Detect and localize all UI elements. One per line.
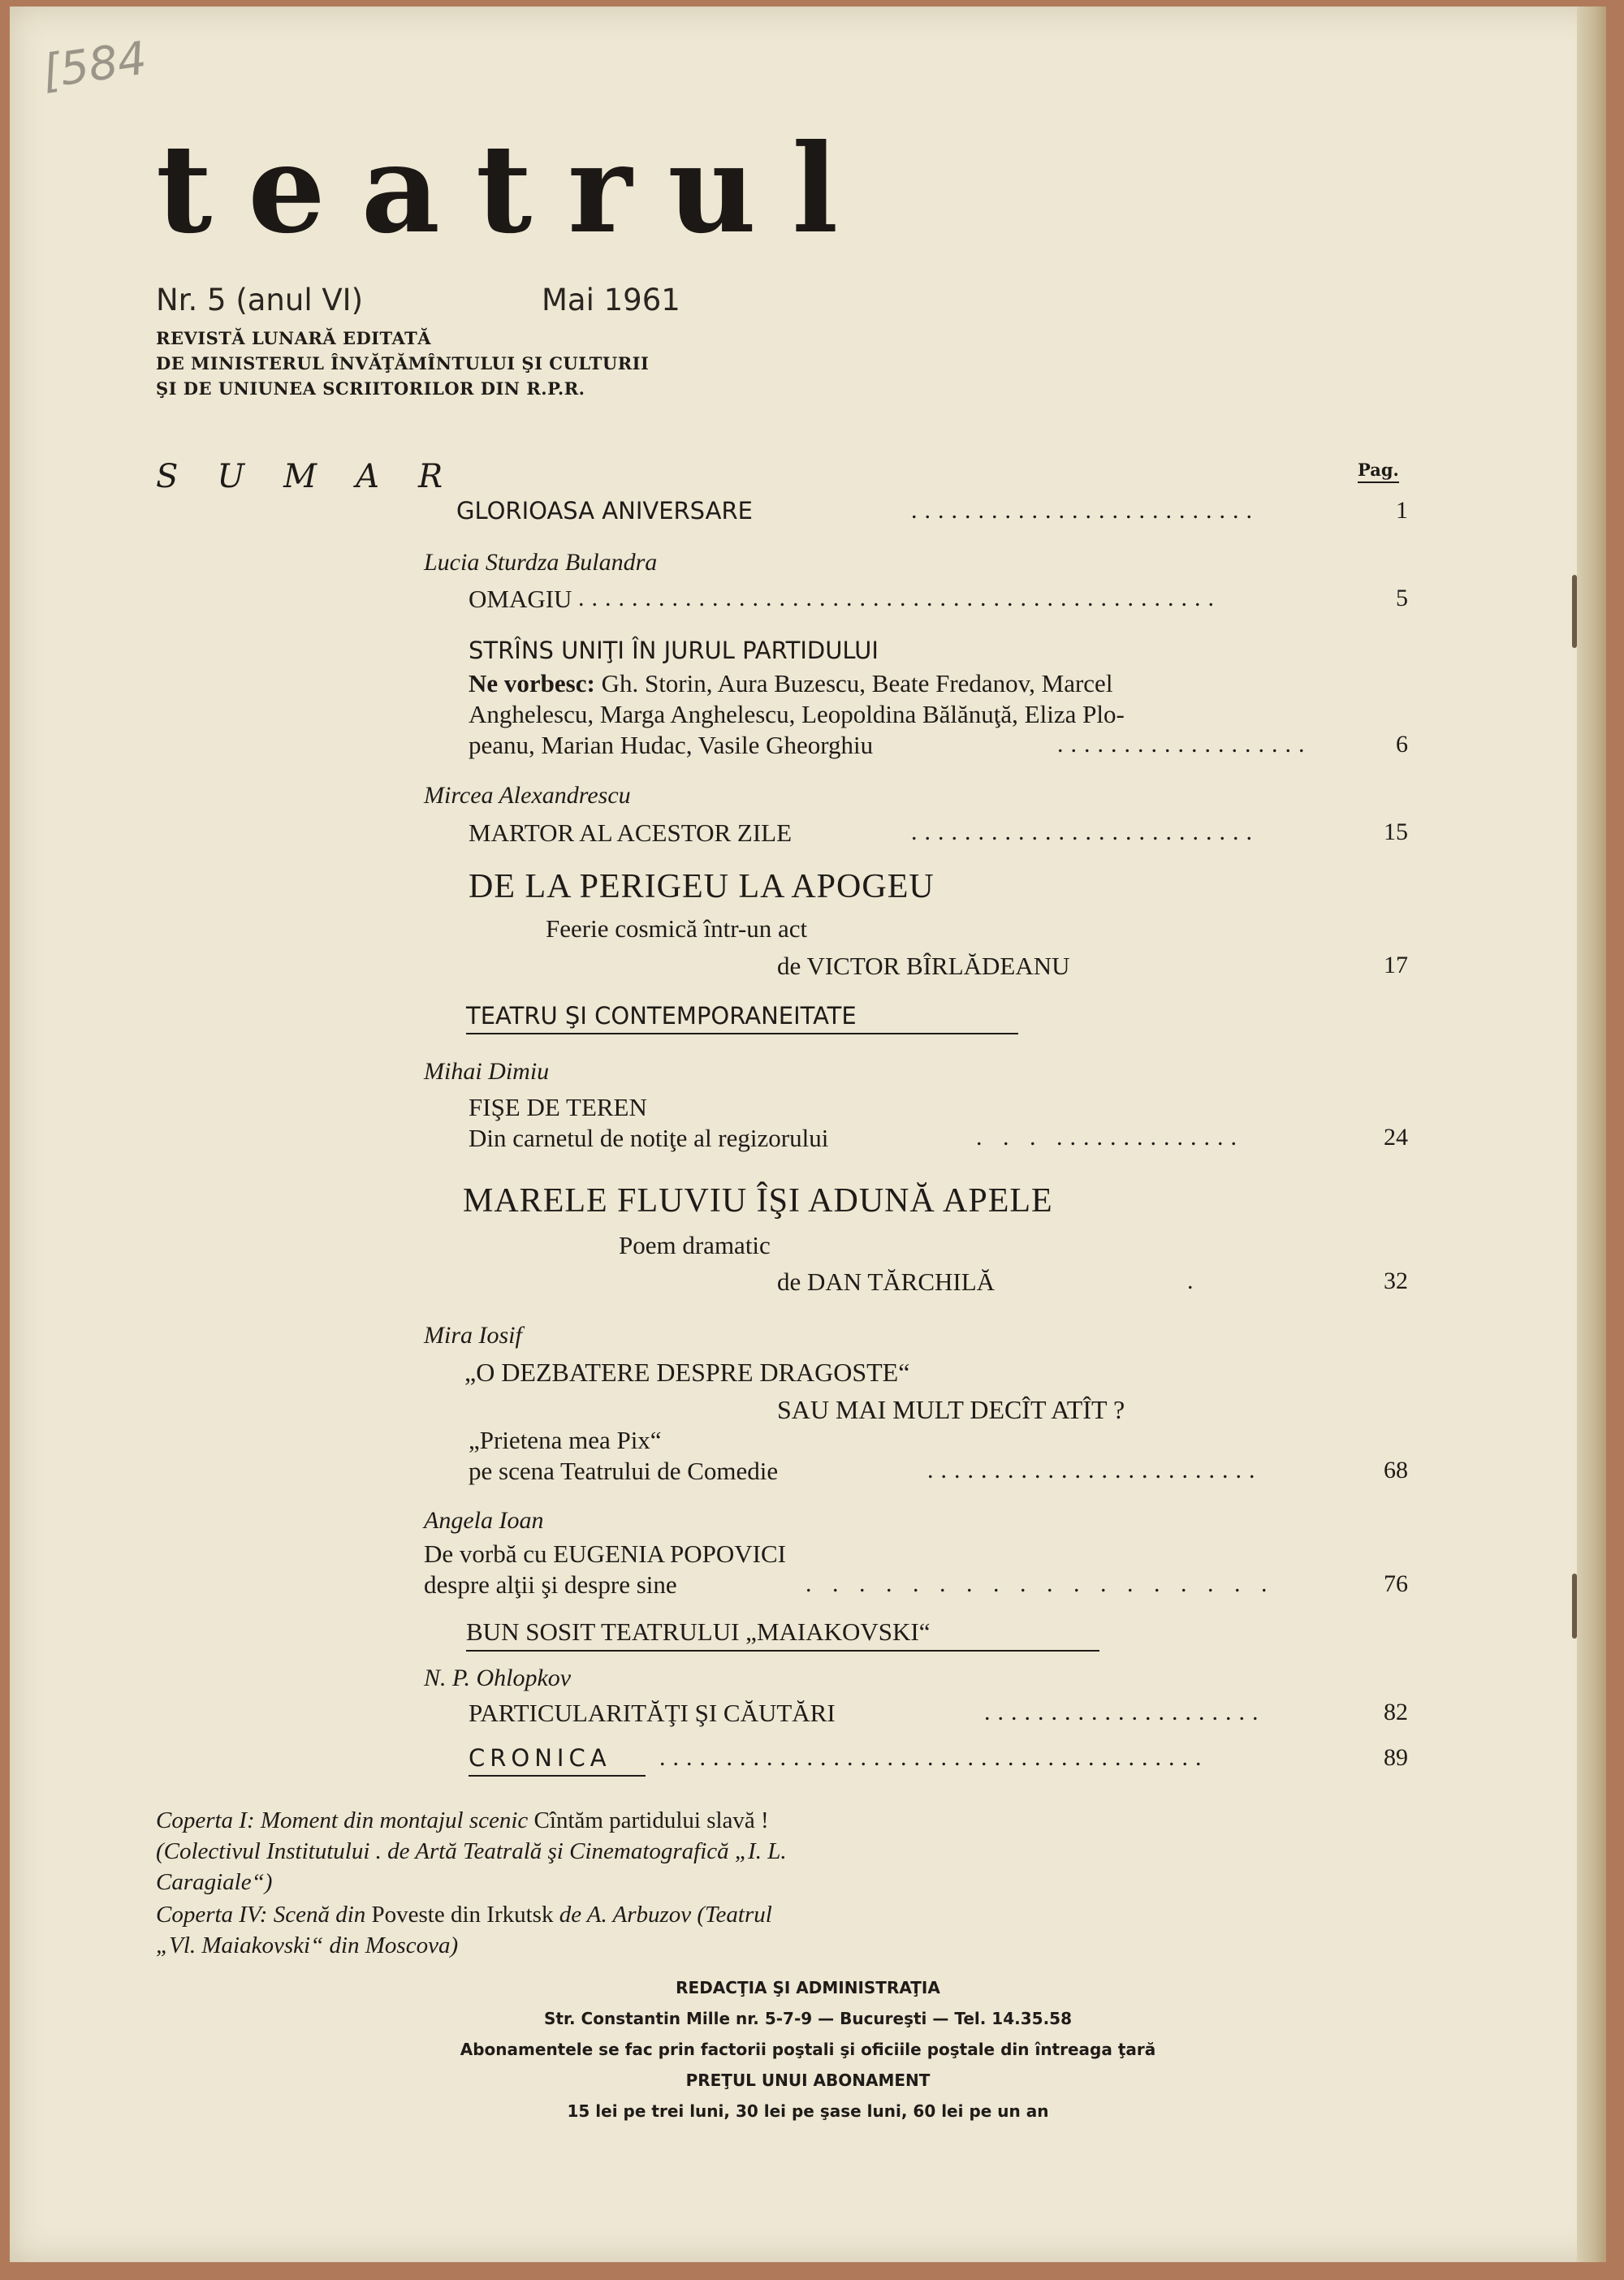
- toc-leader: ...................: [1057, 731, 1312, 758]
- toc-title: SAU MAI MULT DECÎT ATÎT ?: [777, 1395, 1125, 1424]
- pag-label: Pag.: [1358, 460, 1399, 483]
- cover-text: (Colectivul Institutului . de Artă Teatrală şi Cinematografică „I. L.: [156, 1838, 787, 1864]
- toc-title: FIŞE DE TEREN: [469, 1093, 647, 1121]
- toc-subtitle: pe scena Teatrului de Comedie: [469, 1457, 779, 1485]
- speakers-label: Ne vorbesc:: [469, 669, 595, 697]
- binding-mark: [1572, 575, 1577, 648]
- editors-block: [156, 326, 649, 401]
- toc-subtitle: Feerie cosmică într-un act: [546, 914, 808, 943]
- cover-text: Poveste din Irkutsk: [371, 1902, 554, 1928]
- binding-mark: [1572, 1574, 1577, 1639]
- page-edge: [1577, 6, 1606, 2262]
- toc-title: CRONICA: [469, 1744, 646, 1777]
- sumar-heading: SUMAR: [156, 458, 482, 495]
- cover-note: [156, 1902, 772, 1928]
- pencil-note: [584: [39, 32, 150, 99]
- section-heading: TEATRU ŞI CONTEMPORANEITATE: [466, 1002, 1018, 1034]
- masthead-title: teatrul: [156, 118, 875, 261]
- cover-text: de A. Arbuzov (Teatrul: [559, 1902, 772, 1928]
- toc-leader: .....................: [984, 1699, 1266, 1725]
- toc-title: MARTOR AL ACESTOR ZILE: [469, 818, 793, 847]
- toc-subtitle: Poem dramatic: [619, 1231, 771, 1259]
- toc-page-number: 68: [1384, 1457, 1408, 1483]
- toc-author: Mira Iosif: [424, 1322, 522, 1349]
- toc-author: Lucia Sturdza Bulandra: [424, 549, 658, 576]
- cover-text: Scenă din: [273, 1902, 366, 1928]
- toc-leader: .........................................: [659, 1744, 1209, 1771]
- toc-page-number: 32: [1384, 1267, 1408, 1294]
- redactia-line: REDACŢIA ŞI ADMINISTRAŢIA: [676, 1978, 940, 1997]
- toc-page-number: 89: [1384, 1744, 1408, 1771]
- toc-author: Mihai Dimiu: [424, 1058, 550, 1085]
- toc-page-number: 17: [1384, 952, 1408, 978]
- toc-leader: ..........................: [911, 818, 1259, 845]
- issue-number: Nr. 5 (anul VI): [156, 283, 364, 317]
- toc-page-number: 82: [1384, 1699, 1408, 1725]
- toc-title: PARTICULARITĂŢI ŞI CĂUTĂRI: [469, 1699, 836, 1727]
- cover-text: Caragiale“): [156, 1869, 273, 1895]
- toc-title: MARELE FLUVIU ÎŞI ADUNĂ APELE: [463, 1182, 1053, 1220]
- toc-leader: . . . ..............: [976, 1124, 1244, 1151]
- cover-text: Moment din montajul scenic: [260, 1807, 529, 1833]
- toc-title: OMAGIU: [469, 585, 572, 613]
- toc-page-number: 6: [1396, 731, 1408, 758]
- cover-text: Cîntăm partidului slavă !: [533, 1807, 769, 1833]
- toc-title: STRÎNS UNIŢI ÎN JURUL PARTIDULUI: [469, 637, 879, 664]
- cover-label: Coperta IV:: [156, 1902, 268, 1928]
- cover-note: [156, 1932, 458, 1959]
- issue-info: [156, 283, 680, 317]
- toc-leader: .: [1187, 1267, 1201, 1294]
- toc-title: De vorbă cu EUGENIA POPOVICI: [424, 1539, 786, 1568]
- toc-title: GLORIOASA ANIVERSARE: [456, 497, 753, 525]
- toc-leader: ................................................: [578, 585, 1221, 611]
- redactia-line: Str. Constantin Mille nr. 5-7-9 — Bucureşti — Tel. 14.35.58: [544, 2009, 1072, 2028]
- cover-text: „Vl. Maiakovski“ din Moscova): [156, 1932, 459, 1958]
- section-heading: BUN SOSIT TEATRULUI „MAIAKOVSKI“: [466, 1617, 1099, 1652]
- toc-title: „O DEZBATERE DESPRE DRAGOSTE“: [464, 1358, 910, 1387]
- editors-line: REVISTĂ LUNARĂ EDITATĂ: [156, 328, 432, 348]
- toc-subtitle: despre alţii şi despre sine: [424, 1570, 677, 1599]
- editors-line: DE MINISTERUL ÎNVĂŢĂMÎNTULUI ŞI CULTURII: [156, 353, 650, 374]
- toc-page-number: 24: [1384, 1124, 1408, 1151]
- toc-byline: de VICTOR BÎRLĂDEANU: [777, 952, 1070, 980]
- toc-byline: de DAN TĂRCHILĂ: [777, 1267, 996, 1296]
- toc-page-number: 1: [1396, 497, 1408, 524]
- toc-leader: ..........................: [911, 497, 1259, 524]
- speakers-line: Gh. Storin, Aura Buzescu, Beate Fredanov, Marcel: [601, 669, 1113, 697]
- toc-author: Angela Ioan: [424, 1507, 544, 1534]
- redactia-line: 15 lei pe trei luni, 30 lei pe şase luni, 60 lei pe un an: [567, 2101, 1049, 2121]
- toc-leader: . . . . . . . . . . . . . . . . . .: [806, 1570, 1275, 1597]
- cover-note: [156, 1869, 272, 1896]
- issue-date: Mai 1961: [542, 283, 680, 317]
- toc-speakers: [469, 669, 1112, 698]
- toc-author: Mircea Alexandrescu: [424, 782, 631, 809]
- toc-page-number: 15: [1384, 818, 1408, 845]
- toc-author: N. P. Ohlopkov: [424, 1665, 572, 1691]
- toc-page-number: 76: [1384, 1570, 1408, 1597]
- toc-subtitle: „Prietena mea Pix“: [469, 1426, 662, 1454]
- speakers-line: peanu, Marian Hudac, Vasile Gheorghiu: [469, 731, 874, 759]
- cover-note: [156, 1807, 769, 1834]
- toc-subtitle: Din carnetul de notiţe al regizorului: [469, 1124, 829, 1152]
- toc-leader: .........................: [927, 1457, 1263, 1483]
- speakers-line: Anghelescu, Marga Anghelescu, Leopoldina Bălănuţă, Eliza Plo-: [469, 700, 1125, 728]
- toc-title: DE LA PERIGEU LA APOGEU: [469, 868, 935, 905]
- cover-label: Coperta I:: [156, 1807, 255, 1833]
- magazine-page: [10, 6, 1606, 2262]
- redactia-line: PREŢUL UNUI ABONAMENT: [685, 2071, 931, 2090]
- redactia-line: Abonamentele se fac prin factorii poştali şi oficiile poştale din întreaga ţară: [460, 2040, 1156, 2059]
- editors-line: ŞI DE UNIUNEA SCRIITORILOR DIN R.P.R.: [156, 378, 585, 399]
- cover-note: [156, 1838, 787, 1865]
- toc-page-number: 5: [1396, 585, 1408, 611]
